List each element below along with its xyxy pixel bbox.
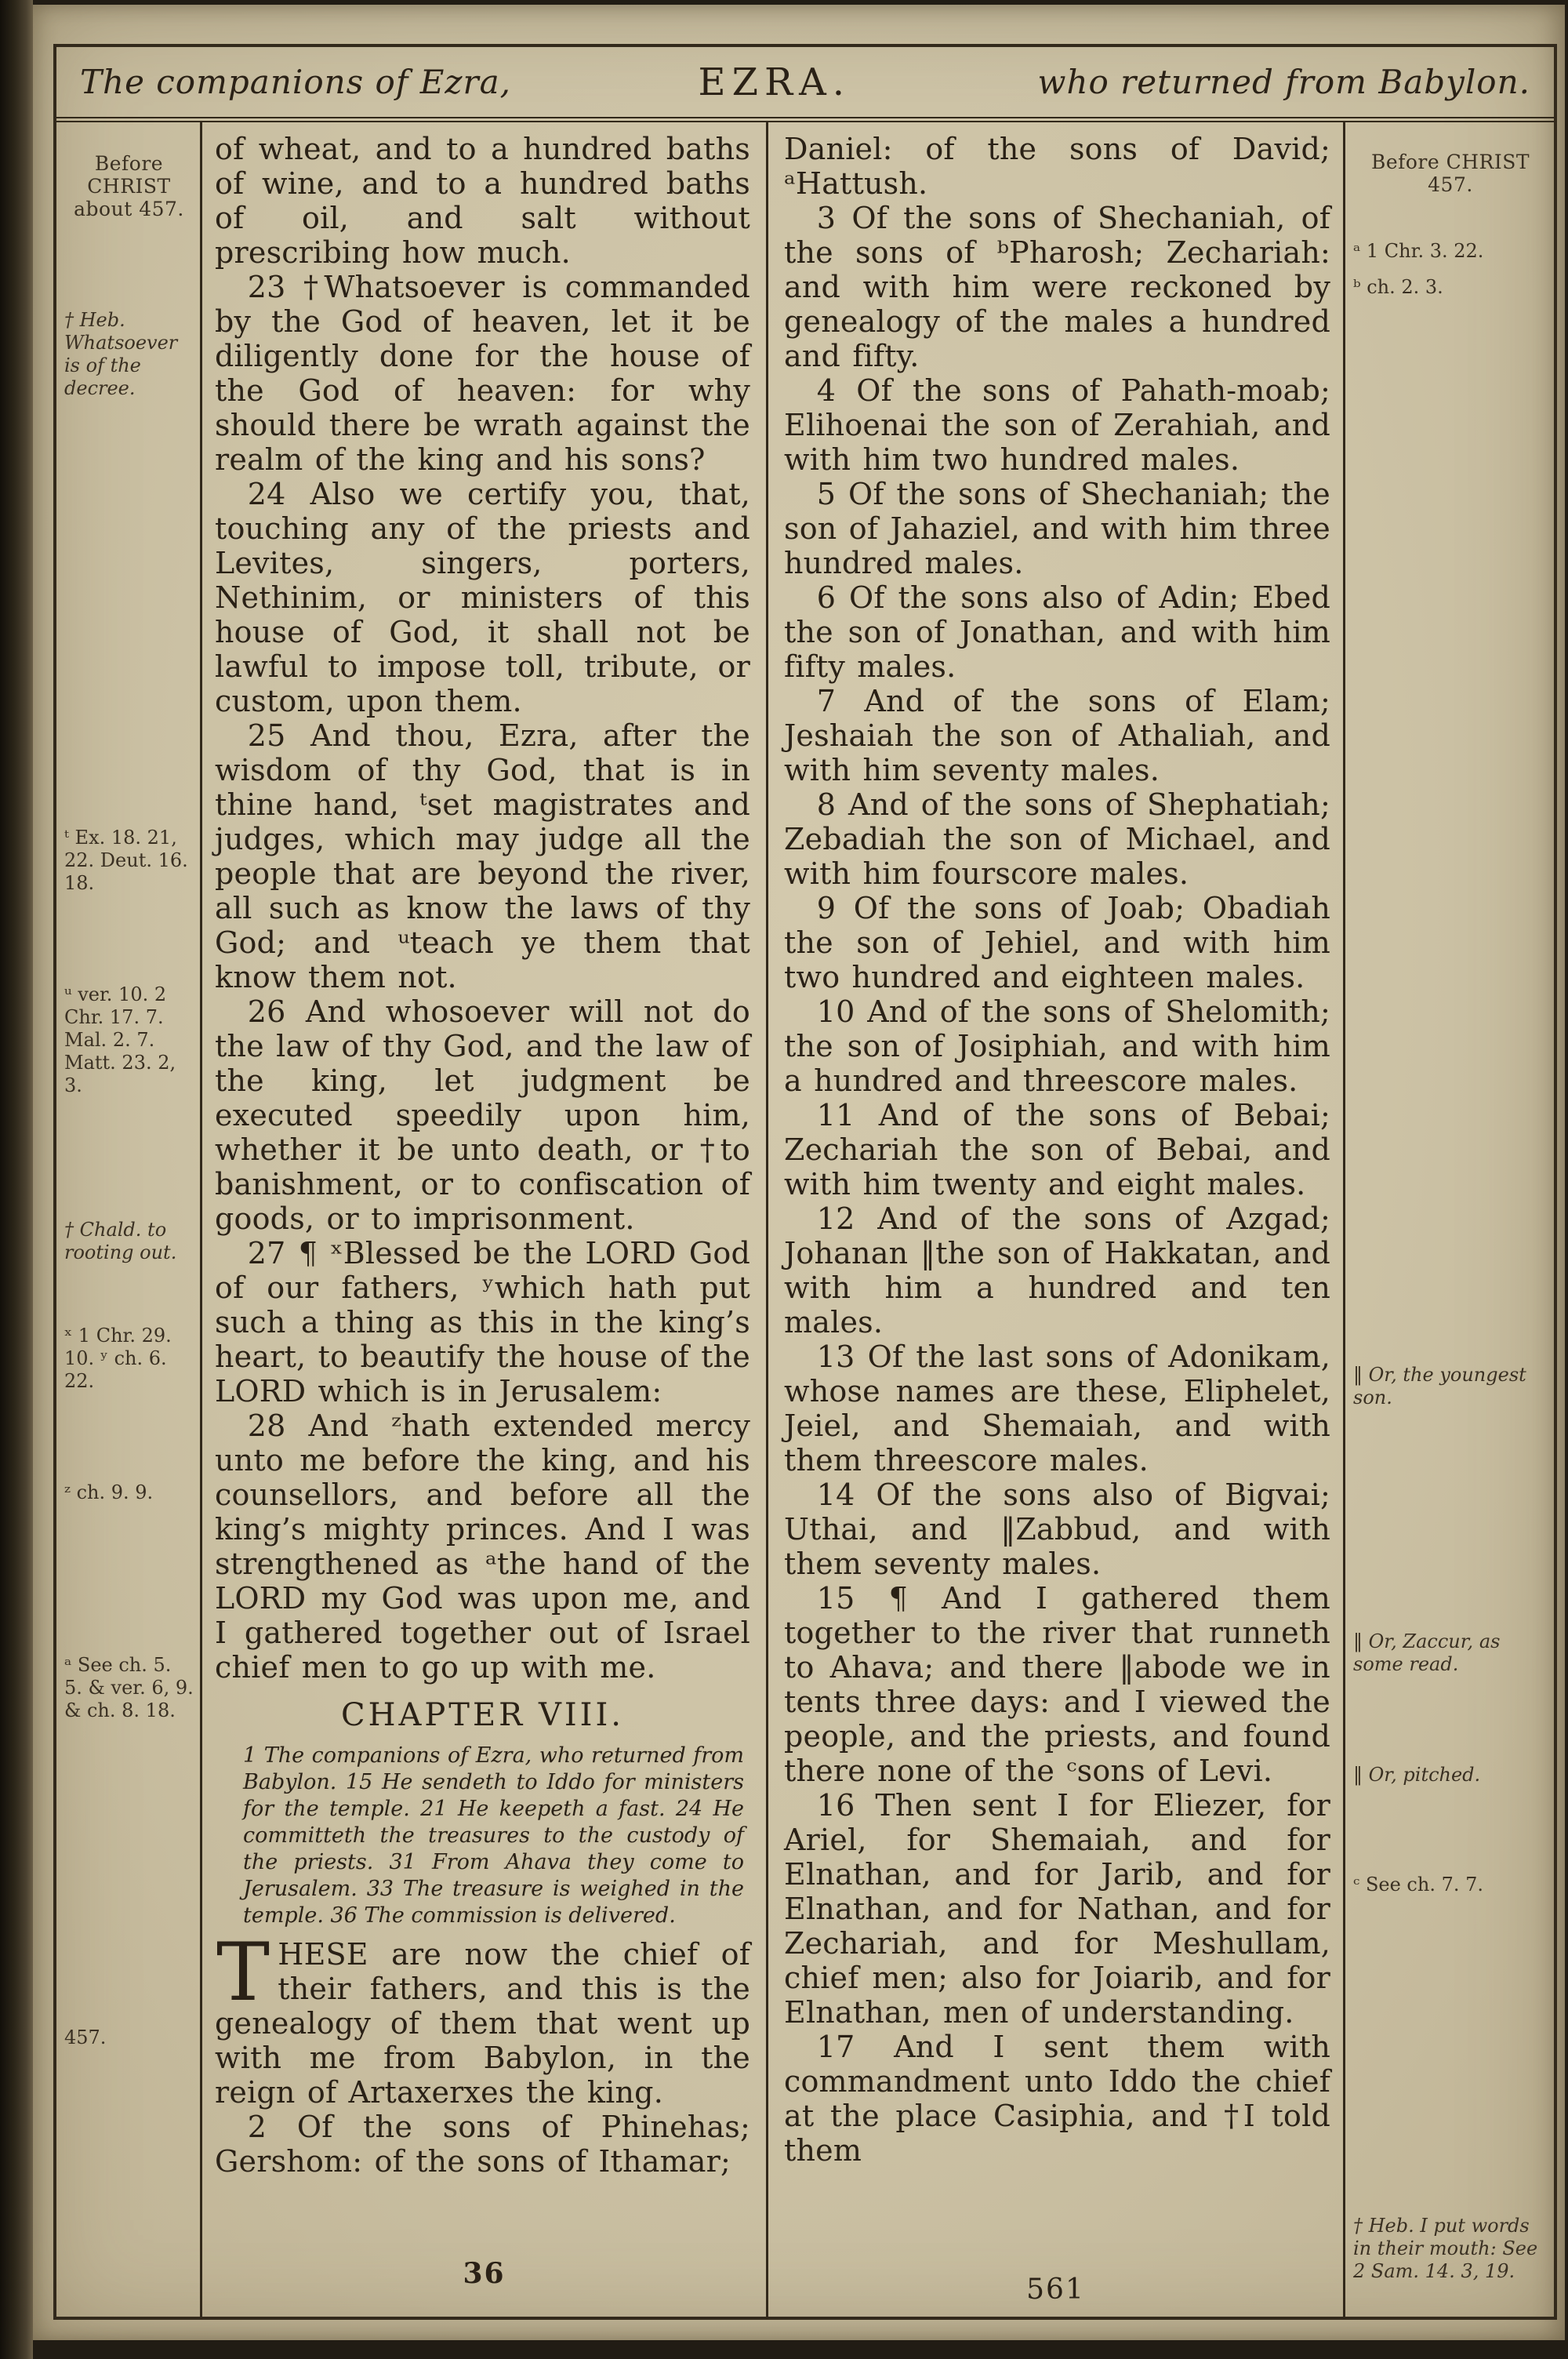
left-text-column	[202, 122, 768, 2317]
verse-paragraph: 12 And of the sons of Azgad; Johanan ‖the son of Hakkatan, and with him a hundred and ten males.	[784, 1201, 1330, 1339]
chapter-heading: CHAPTER VIII.	[340, 1697, 624, 1733]
chapter-summary: 1 The companions of Ezra, who returned from Babylon. 15 He sendeth to Iddo for ministers for the temple. 21 He keepeth a fast. 24 He committeth the treasures to the custody of the priests. 31 From Ahava they come to Jerusalem. 33 The treasure is weighed in the temple. 36 The commission is delivered.	[243, 1743, 744, 1928]
margin-note: ᶻ ch. 9. 9.	[64, 1481, 154, 1503]
verse-paragraph: 11 And of the sons of Bebai; Zechariah the son of Bebai, and with him twenty and eight males.	[784, 1098, 1330, 1201]
margin-note-before-christ: Before CHRIST about 457.	[74, 152, 184, 220]
page-border-frame	[53, 44, 1557, 2320]
margin-note: ᵃ See ch. 5. 5. & ver. 6, 9. & ch. 8. 18.	[64, 1654, 194, 1721]
verse-paragraph: 5 Of the sons of Shechaniah; the son of Jahaziel, and with him three hundred males.	[784, 477, 1330, 580]
margin-note-before-christ: Before CHRIST 457.	[1370, 151, 1530, 196]
running-header-right: who returned from Babylon.	[1037, 63, 1530, 101]
margin-note: ˣ 1 Chr. 29. 10. ʸ ch. 6. 22.	[64, 1325, 172, 1392]
left-margin-column	[56, 122, 202, 2317]
page-number: 561	[1026, 2274, 1085, 2306]
right-text-column	[768, 122, 1345, 2317]
verse-paragraph: 8 And of the sons of Shephatiah; Zebadiah the son of Michael, and with him fourscore males.	[784, 787, 1330, 891]
margin-note: ᵇ ch. 2. 3.	[1353, 276, 1443, 298]
margin-note-date: 457.	[64, 2026, 107, 2048]
column-signature-number: 36	[463, 2257, 506, 2290]
margin-note: ᶜ See ch. 7. 7.	[1353, 1874, 1483, 1896]
verse-paragraph: Daniel: of the sons of David; ᵃHattush.	[784, 132, 1330, 201]
verse-paragraph: 13 Of the last sons of Adonikam, whose names are these, Eliphelet, Jeiel, and Shemaiah, and with them threescore males.	[784, 1339, 1330, 1478]
margin-note: † Chald. to rooting out.	[64, 1219, 177, 1263]
page-columns	[56, 122, 1554, 2317]
verse-paragraph: 2 Of the sons of Phinehas; Gershom: of the sons of Ithamar;	[215, 2110, 750, 2179]
margin-note: ‖ Or, pitched.	[1353, 1764, 1481, 1786]
verse-paragraph: 3 Of the sons of Shechaniah, of the sons of ᵇPharosh; Zechariah: and with him were reckoned by genealogy of the males a hundred and fifty.	[784, 201, 1330, 373]
right-margin-column	[1345, 122, 1554, 2317]
page-paper	[33, 5, 1565, 2340]
margin-note: ᵘ ver. 10. 2 Chr. 17. 7. Mal. 2. 7. Matt. 23. 2, 3.	[64, 983, 176, 1096]
margin-note: ‖ Or, Zaccur, as some read.	[1353, 1630, 1501, 1675]
verse-paragraph: 24 Also we certify you, that, touching any of the priests and Levites, singers, porters, Nethinim, or ministers of this house of God, it shall not be lawful to impose toll, tribute, or custom, upon them.	[215, 477, 750, 718]
verse-paragraph: 25 And thou, Ezra, after the wisdom of thy God, that is in thine hand, ᵗset magistrates and judges, which may judge all the people that are beyond the river, all such as know the laws of thy God; and ᵘteach ye them that know them not.	[215, 718, 750, 994]
running-header-left: The companions of Ezra,	[80, 63, 511, 101]
verse-paragraph: 10 And of the sons of Shelomith; the son of Josiphiah, and with him a hundred and threescore males.	[784, 994, 1330, 1098]
verse-paragraph: 7 And of the sons of Elam; Jeshaiah the son of Athaliah, and with him seventy males.	[784, 684, 1330, 787]
verse-paragraph: 15 ¶ And I gathered them together to the river that runneth to Ahava; and there ‖abode we in tents three days: and I viewed the people, and the priests, and found there none of the ᶜsons of Levi.	[784, 1581, 1330, 1788]
verse-paragraph: 17 And I sent them with commandment unto Iddo the chief at the place Casiphia, and †I told them	[784, 2030, 1330, 2168]
verse-text: HESE are now the chief of their fathers, and this is the genealogy of them that went up with me from Babylon, in the reign of Artaxerxes the king.	[215, 1937, 750, 2110]
book-title: EZRA.	[698, 60, 851, 104]
verse-paragraph: 6 Of the sons also of Adin; Ebed the son of Jonathan, and with him fifty males.	[784, 580, 1330, 684]
running-header	[56, 47, 1554, 122]
drop-cap: T	[216, 1926, 270, 2019]
verse-paragraph: of wheat, and to a hundred baths of wine, and to a hundred baths of oil, and salt without prescribing how much.	[215, 132, 750, 270]
verse-paragraph	[215, 1926, 750, 2110]
verse-paragraph: 26 And whosoever will not do the law of thy God, and the law of the king, let judgment be executed speedily upon him, whether it be unto death, or †to banishment, or to confiscation of goods, or to imprisonment.	[215, 994, 750, 1236]
verse-paragraph: 27 ¶ ˣBlessed be the LORD God of our fathers, ʸwhich hath put such a thing as this in the king’s heart, to beautify the house of the LORD which is in Jerusalem:	[215, 1236, 750, 1408]
book-spine-edge	[0, 0, 33, 2359]
verse-paragraph: 14 Of the sons also of Bigvai; Uthai, and ‖Zabbud, and with them seventy males.	[784, 1478, 1330, 1581]
margin-note: ᵗ Ex. 18. 21, 22. Deut. 16. 18.	[64, 827, 188, 894]
margin-note: † Heb. Whatsoever is of the decree.	[64, 309, 178, 399]
margin-note: ᵃ 1 Chr. 3. 22.	[1353, 240, 1484, 262]
verse-paragraph: 16 Then sent I for Eliezer, for Ariel, for Shemaiah, and for Elnathan, and for Jarib, and for Elnathan, and for Nathan, and for Zechariah, and for Meshullam, chief men; also for Joiarib, and for Elnathan, men of understanding.	[784, 1788, 1330, 2030]
verse-paragraph: 4 Of the sons of Pahath-moab; Elihoenai the son of Zerahiah, and with him two hundred males.	[784, 373, 1330, 477]
verse-paragraph: 28 And ᶻhath extended mercy unto me before the king, and his counsellors, and before all the king’s mighty princes. And I was strengthened as ᵃthe hand of the LORD my God was upon me, and I gathered together out of Israel chief men to go up with me.	[215, 1408, 750, 1685]
verse-paragraph: 9 Of the sons of Joab; Obadiah the son of Jehiel, and with him two hundred and eighteen males.	[784, 891, 1330, 994]
margin-note: † Heb. I put words in their mouth: See 2 Sam. 14. 3, 19.	[1353, 2215, 1538, 2282]
margin-note: ‖ Or, the youngest son.	[1353, 1364, 1526, 1408]
verse-paragraph: 23 †Whatsoever is commanded by the God of heaven, let it be diligently done for the house of the God of heaven: for why should there be wrath against the realm of the king and his sons?	[215, 270, 750, 477]
